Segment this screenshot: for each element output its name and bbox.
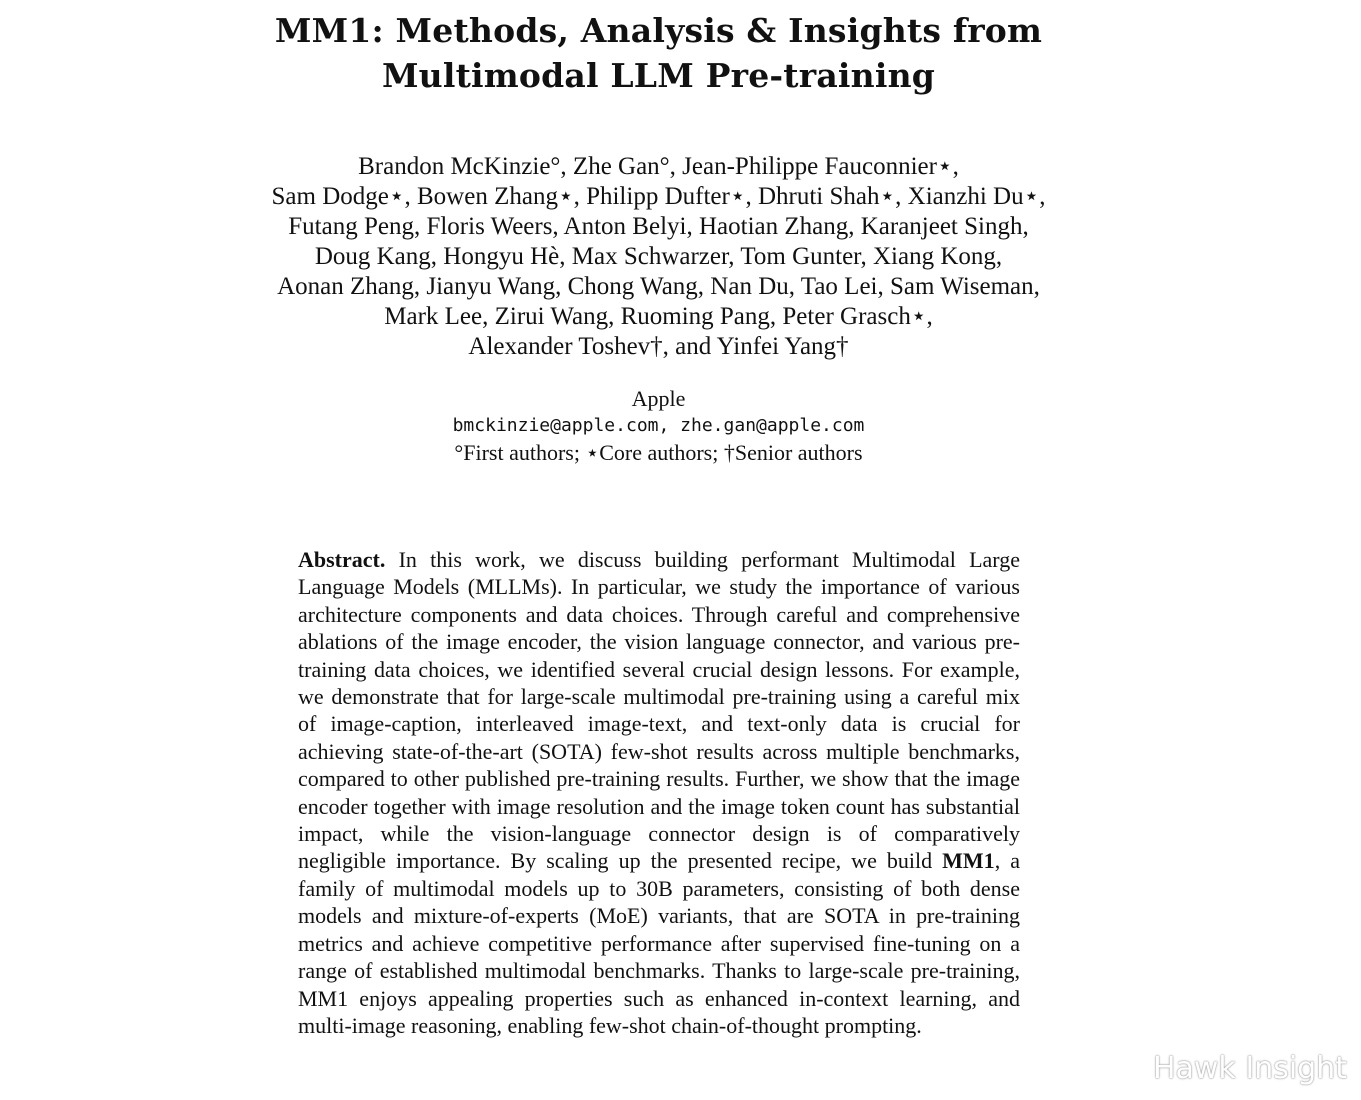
author-line: Aonan Zhang, Jianyu Wang, Chong Wang, Nan Du, Tao Lei, Sam Wiseman, — [277, 273, 1040, 300]
model-name: MM1 — [942, 848, 995, 874]
author-line: Futang Peng, Floris Weers, Anton Belyi, Haotian Zhang, Karanjeet Singh, — [288, 213, 1029, 240]
author-line: Doug Kang, Hongyu Hè, Max Schwarzer, Tom Gunter, Xiang Kong, — [314, 243, 1003, 270]
abstract-text-part-2: , a family of multimodal models up to 30B parameters, consisting of both dense models and mixture-of-experts (MoE) variants, that are SOTA in pre-training metrics and achieve competitive performance after supervised fine-tuning on a range of established multimodal benchmarks. Thanks to large-scale pre-training, MM1 enjoys appealing properties such as enhanced in-context learning, and multi-image reasoning, enabling few-shot chain-of-thought prompting. — [298, 848, 1020, 1038]
author-line: Brandon McKinzie°, Zhe Gan°, Jean-Philippe Fauconnier⋆, — [358, 153, 959, 180]
abstract-text-part-1: In this work, we discuss building performant Multimodal Large Language Models (MLLMs). In particular, we study the importance of various architecture components and data choices. Through careful and comprehensive ablations of the image encoder, the vision language connector, and various pre-training data choices, we identified several crucial design lessons. For example, we demonstrate that for large-scale multimodal pre-training using a careful mix of image-caption, interleaved image-text, and text-only data is crucial for achieving state-of-the-art (SOTA) few-shot results across multiple benchmarks, compared to other published pre-training results. Further, we show that the image encoder together with image resolution and the image token count has substantial impact, while the vision-language connector design is of comparatively negligible importance. By scaling up the presented recipe, we build — [298, 547, 1020, 874]
author-line: Sam Dodge⋆, Bowen Zhang⋆, Philipp Dufter⋆, Dhruti Shah⋆, Xianzhi Du⋆, — [271, 183, 1046, 210]
contact-emails: bmckinzie@apple.com, zhe.gan@apple.com — [452, 415, 865, 436]
author-role-legend: °First authors; ⋆Core authors; †Senior authors — [454, 440, 863, 465]
title-line-1: MM1: Methods, Analysis & Insights from — [274, 11, 1043, 50]
watermark-text: Hawk Insight — [1152, 1051, 1347, 1086]
organization: Apple — [631, 386, 686, 411]
title-line-2: Multimodal LLM Pre-training — [381, 56, 936, 95]
affiliation-block — [0, 385, 1317, 466]
author-line: Mark Lee, Zirui Wang, Ruoming Pang, Peter Grasch⋆, — [384, 303, 933, 330]
paper-title — [0, 8, 1317, 98]
author-line: Alexander Toshev†, and Yinfei Yang† — [468, 333, 849, 360]
abstract-heading: Abstract. — [298, 547, 386, 572]
author-list — [0, 152, 1317, 362]
abstract — [298, 546, 1020, 1039]
